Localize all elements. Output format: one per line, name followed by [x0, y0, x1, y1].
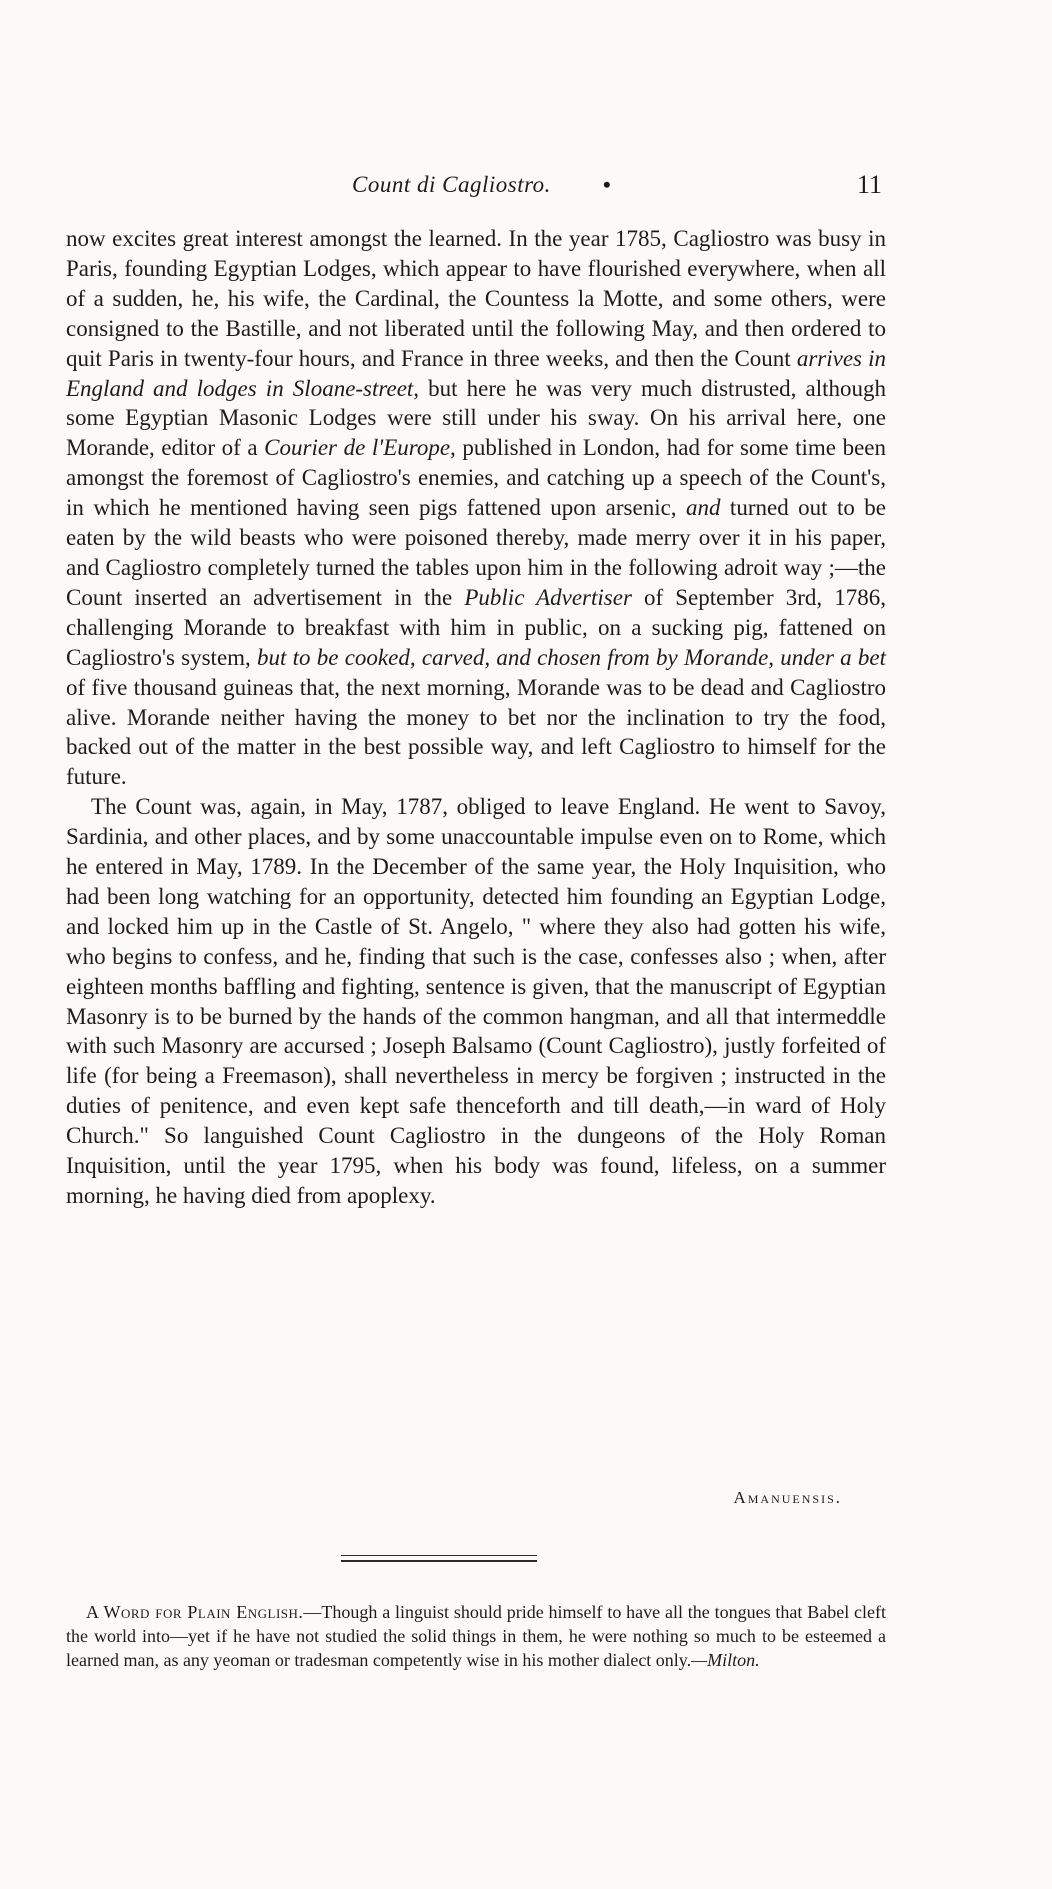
p1-italic-e: but to be cooked, carved, and chosen from by Morande, under a bet — [257, 644, 886, 670]
p1-italic-b: Courier de l'Europe, — [264, 435, 456, 461]
p1-text-a: now excites great interest amongst the learned. In the year 1785, Cagliostro was busy in Paris, founding Egyptian Lodges, which appear to have flourished everywhere, when all of a sudden, he, his wife, the Cardinal, the Countess la Motte, and some others, were consigned to the Bastille, and not liberated until the following May, and then ordered to quit Paris in twenty-four hours, and France in three weeks, and then the Count — [66, 226, 886, 371]
body-text — [66, 224, 886, 1211]
p1-italic-c: and — [686, 495, 721, 521]
footnote-text: —Though a linguist should pride himself to have all the tongues that Babel cleft the world into—yet if he have not studied the solid things in them, he were nothing so much to be esteemed a learned man, as any yeoman or tradesman competently wise in his mother dialect only. — [66, 1602, 886, 1670]
footnote-author: —Milton. — [691, 1650, 760, 1670]
paragraph-1 — [66, 224, 886, 792]
running-head — [66, 172, 886, 206]
divider-line-bottom — [341, 1560, 537, 1562]
header-mark: • — [603, 172, 611, 197]
page-number: 11 — [856, 170, 882, 199]
p1-text-c: published in London, had for some time been amongst the foremost of Cagliostro's enemies, and catching up a speech of the Count's, in which he mentioned having seen pigs fattened upon arsenic, — [66, 435, 886, 521]
footnote-heading: A Word for Plain English. — [86, 1602, 304, 1622]
p1-text-d: turned out to be eaten by the wild beasts who were poisoned thereby, made merry over it in his paper, and Cagliostro completely turned the tables upon him in the following adroit way ;—the Count inserted an advertisement in the — [66, 495, 886, 610]
signature: Amanuensis. — [733, 1488, 842, 1507]
divider-line-top — [341, 1555, 537, 1556]
p1-text-b: but here he was very much distrusted, although some Egyptian Masonic Lodges were still under his sway. On his arrival here, one Morande, editor of a — [66, 375, 886, 461]
footnote — [66, 1600, 886, 1672]
p1-text-e: of September 3rd, 1786, challenging Morande to breakfast with him in public, on a sucking pig, fattened on Cagliostro's system, — [66, 584, 886, 670]
p1-text-f: of five thousand guineas that, the next morning, Morande was to be dead and Cagliostro alive. Morande neither having the money to bet nor the inclination to try the food, backed out of the matter in the best possible way, and left Cagliostro to himself for the future. — [66, 674, 886, 790]
section-divider — [341, 1555, 537, 1565]
paragraph-2: The Count was, again, in May, 1787, obliged to leave England. He went to Savoy, Sardinia, and other places, and by some unaccountable impulse even on to Rome, which he entered in May, 1789. In the December of the same year, the Holy Inquisition, who had been long watching for an opportunity, detected him founding an Egyptian Lodge, and locked him up in the Castle of St. Angelo, " where they also had gotten his wife, who begins to confess, and he, finding that such is the case, confesses also ; when, after eighteen months baffling and fighting, sentence is given, that the manuscript of Egyptian Masonry is to be burned by the hands of the common hangman, and all that intermeddle with such Masonry are accursed ; Joseph Balsamo (Count Cagliostro), justly forfeited of life (for being a Freemason), shall nevertheless in mercy be forgiven ; instructed in the duties of penitence, and even kept safe thenceforth and till death,—in ward of Holy Church." So languished Count Cagliostro in the dungeons of the Holy Roman Inquisition, until the year 1795, when his body was found, lifeless, on a summer morning, he having died from apoplexy. — [66, 794, 886, 1208]
p1-italic-a: arrives in England and lodges in Sloane-street, — [66, 345, 886, 401]
running-title: Count di Cagliostro. — [352, 172, 551, 197]
p1-italic-d: Public Advertiser — [464, 584, 632, 610]
